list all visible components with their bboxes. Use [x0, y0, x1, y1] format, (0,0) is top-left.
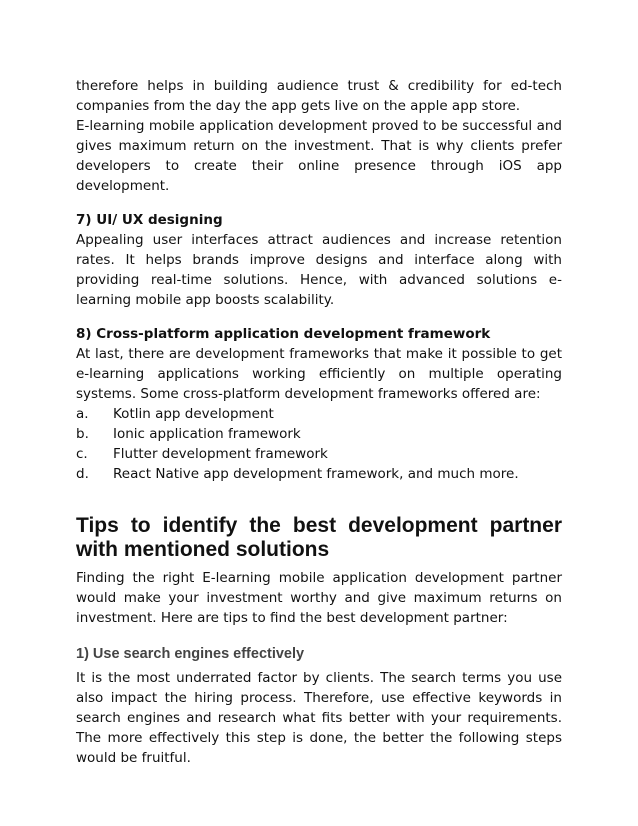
list-marker: d. [76, 466, 89, 482]
list-marker: a. [76, 406, 89, 422]
section-7-heading: 7) UI/ UX designing [76, 212, 223, 228]
list-marker: b. [76, 426, 89, 442]
tips-body: Finding the right E-learning mobile application development partner would make your investment worthy and give maximum returns on investment. Here are tips to find the best development partner: [76, 570, 562, 626]
tip-1-heading: 1) Use search engines effectively [76, 646, 305, 662]
section-8-heading: 8) Cross-platform application development framework [76, 326, 491, 342]
list-marker: c. [76, 446, 88, 462]
list-item-text: Flutter development framework [113, 446, 328, 462]
list-item-text: React Native app development framework, and much more. [113, 466, 519, 482]
list-item [76, 464, 562, 484]
tip-1-body: It is the most underrated factor by clients. The search terms you use also impact the hiring process. Therefore, use effective keywords in search engines and research what fits better with your requirements. The more effectively this step is done, the better the following steps would be fruitful. [76, 670, 562, 766]
intro-paragraph-1: therefore helps in building audience trust & credibility for ed-tech companies from the day the app gets live on the apple app store. [76, 78, 562, 114]
list-item [76, 444, 562, 464]
list-item-text: Ionic application framework [113, 426, 301, 442]
section-8-body: At last, there are development frameworks that make it possible to get e-learning applications working efficiently on multiple operating systems. Some cross-platform development frameworks offered are: [76, 346, 562, 402]
list-item [76, 404, 562, 424]
list-item [76, 424, 562, 444]
section-7-body: Appealing user interfaces attract audiences and increase retention rates. It helps brands improve designs and interface along with providing real-time solutions. Hence, with advanced solutions e-learning mobile app boosts scalability. [76, 232, 562, 308]
framework-list [76, 404, 562, 484]
intro-paragraph-2: E-learning mobile application development proved to be successful and gives maximum return on the investment. That is why clients prefer developers to create their online presence through iOS app development. [76, 118, 562, 194]
list-item-text: Kotlin app development [113, 406, 274, 422]
tips-heading: Tips to identify the best development partner with mentioned solutions [76, 514, 562, 561]
